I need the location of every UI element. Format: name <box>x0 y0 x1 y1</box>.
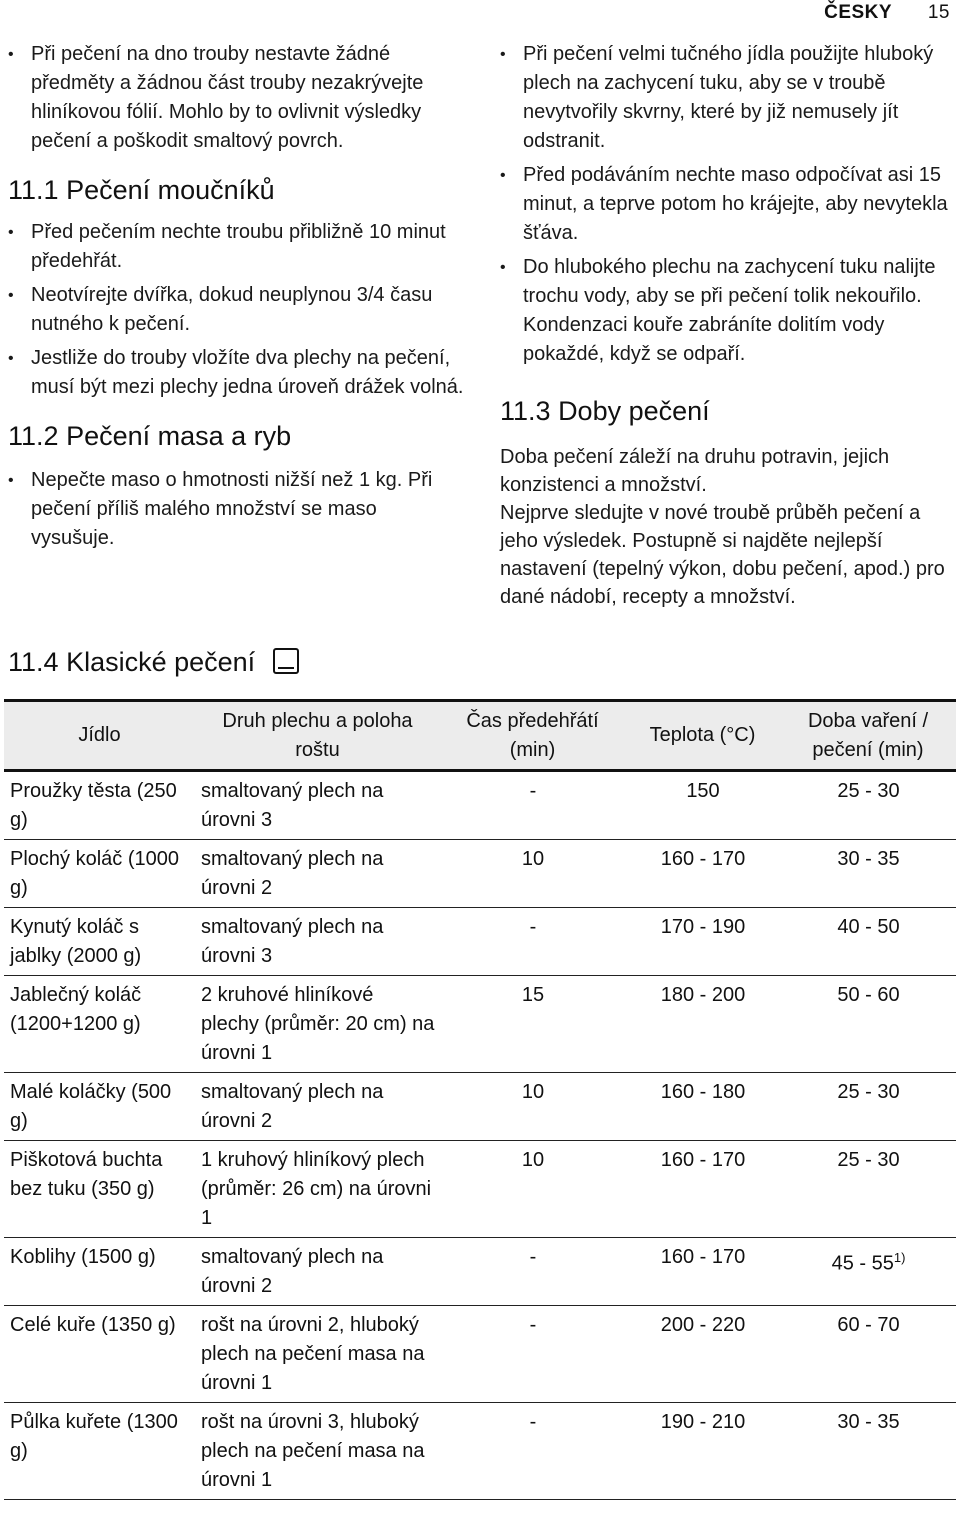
list-item: • Neotvírejte dvířka, dokud neuplynou 3/4 času nutného k pečení. <box>8 281 464 339</box>
table-row <box>4 1238 956 1306</box>
section-title: Pečení moučníků <box>66 175 275 205</box>
section-number: 11.1 <box>8 175 59 205</box>
header-time: Doba vaření / pečení (min) <box>780 701 956 771</box>
section-number: 11.2 <box>8 421 59 451</box>
table-row <box>4 1306 956 1403</box>
cell-time: 25 - 30 <box>780 1073 956 1141</box>
cell-temperature: 180 - 200 <box>625 976 780 1073</box>
intro-list <box>8 40 464 156</box>
list-item: • Před podáváním nechte maso odpočívat asi 15 minut, a teprve potom ho krájejte, aby nevytekla šťáva. <box>500 161 955 248</box>
cell-time: 25 - 30 <box>780 1141 956 1238</box>
cell-tray: smaltovaný plech na úrovni 2 <box>195 1073 440 1141</box>
cell-time: 60 - 70 <box>780 1306 956 1403</box>
cell-tray: smaltovaný plech na úrovni 3 <box>195 908 440 976</box>
list-item: • Při pečení na dno trouby nestavte žádné předměty a žádnou část trouby nezakrývejte hliníkovou fólií. Mohlo by to ovlivnit výsledky pečení a poškodit smaltový povrch. <box>8 40 464 156</box>
cell-food: Koblihy (1500 g) <box>4 1238 195 1306</box>
table-row <box>4 840 956 908</box>
section-heading-11-1 <box>8 172 464 208</box>
cell-temperature: 160 - 180 <box>625 1073 780 1141</box>
left-column <box>8 40 464 558</box>
list-item: • Při pečení velmi tučného jídla použijte hluboký plech na zachycení tuku, aby se v troubě nevytvořily skvrny, které by již nemusely jít odstranit. <box>500 40 955 156</box>
cell-temperature: 160 - 170 <box>625 1141 780 1238</box>
cell-preheat: 10 <box>440 1073 625 1141</box>
list-item: • Jestliže do trouby vložíte dva plechy na pečení, musí být mezi plechy jedna úroveň drážek volná. <box>8 344 464 402</box>
language-label: ČESKY <box>824 2 893 23</box>
cell-preheat: 10 <box>440 1141 625 1238</box>
cell-temperature: 160 - 170 <box>625 840 780 908</box>
cell-food: Piškotová buchta bez tuku (350 g) <box>4 1141 195 1238</box>
table-header-row <box>4 701 956 771</box>
cell-time: 50 - 60 <box>780 976 956 1073</box>
section-title: Klasické pečení <box>66 647 256 677</box>
baking-table <box>4 699 956 1500</box>
cell-temperature: 190 - 210 <box>625 1403 780 1500</box>
cell-tray: smaltovaný plech na úrovni 2 <box>195 1238 440 1306</box>
cell-food: Jablečný koláč (1200+1200 g) <box>4 976 195 1073</box>
oven-conventional-icon <box>273 648 299 674</box>
time-value: 45 - 55 <box>831 1252 894 1275</box>
cell-temperature: 150 <box>625 771 780 840</box>
cell-time: 40 - 50 <box>780 908 956 976</box>
cell-tray: smaltovaný plech na úrovni 2 <box>195 840 440 908</box>
cell-tray: rošt na úrovni 2, hluboký plech na pečení masa na úrovni 1 <box>195 1306 440 1403</box>
cell-food: Malé koláčky (500 g) <box>4 1073 195 1141</box>
cell-tray: 1 kruhový hliníkový plech (průměr: 26 cm) na úrovni 1 <box>195 1141 440 1238</box>
list-item: • Do hlubokého plechu na zachycení tuku nalijte trochu vody, aby se při pečení tolik nekouřilo. Kondenzaci kouře zabráníte dolitím vody pokaždé, když se odpaří. <box>500 253 955 369</box>
cell-preheat: - <box>440 908 625 976</box>
cell-preheat: 15 <box>440 976 625 1073</box>
cell-time: 30 - 35 <box>780 840 956 908</box>
cell-food: Celé kuře (1350 g) <box>4 1306 195 1403</box>
table-row <box>4 1141 956 1238</box>
cell-preheat: - <box>440 771 625 840</box>
cell-tray: 2 kruhové hliníkové plechy (průměr: 20 cm) na úrovni 1 <box>195 976 440 1073</box>
footnote-marker: 1) <box>893 1250 906 1265</box>
cell-tray: rošt na úrovni 3, hluboký plech na pečení masa na úrovni 1 <box>195 1403 440 1500</box>
cell-preheat: - <box>440 1306 625 1403</box>
page-number: 15 <box>927 2 950 23</box>
cell-temperature: 160 - 170 <box>625 1238 780 1306</box>
section-heading-11-2 <box>8 418 464 454</box>
cell-temperature: 200 - 220 <box>625 1306 780 1403</box>
meat-tips-continued-list <box>500 40 955 369</box>
cell-food: Plochý koláč (1000 g) <box>4 840 195 908</box>
list-item: • Nepečte maso o hmotnosti nižší než 1 kg. Při pečení příliš malého množství se maso vysušuje. <box>8 466 464 553</box>
header-food: Jídlo <box>4 701 195 771</box>
table-row <box>4 1403 956 1500</box>
section-number: 11.4 <box>8 647 59 677</box>
cell-temperature: 170 - 190 <box>625 908 780 976</box>
section-heading-11-3 <box>500 393 955 429</box>
section-title: Doby pečení <box>558 396 710 426</box>
section-title: Pečení masa a ryb <box>66 421 292 451</box>
meat-tips-list <box>8 466 464 553</box>
table-row <box>4 1073 956 1141</box>
header-temperature: Teplota (°C) <box>625 701 780 771</box>
paragraph: Nejprve sledujte v nové troubě průběh pečení a jeho výsledek. Postupně si najděte nejlepší nastavení (tepelný výkon, dobu pečení, apod.) pro dané nádobí, recepty a množství. <box>500 502 945 608</box>
list-item: • Před pečením nechte troubu přibližně 10 minut předehřát. <box>8 218 464 276</box>
right-column <box>500 40 955 611</box>
cell-preheat: - <box>440 1238 625 1306</box>
baking-tips-list <box>8 218 464 402</box>
table-row <box>4 771 956 840</box>
page-header <box>824 2 950 24</box>
header-tray: Druh plechu a poloha roštu <box>195 701 440 771</box>
table-row <box>4 976 956 1073</box>
cell-food: Půlka kuřete (1300 g) <box>4 1403 195 1500</box>
header-preheat: Čas předehřátí (min) <box>440 701 625 771</box>
section-heading-11-4 <box>8 644 299 680</box>
cell-preheat: 10 <box>440 840 625 908</box>
cell-time: 30 - 35 <box>780 1403 956 1500</box>
cell-time <box>780 1238 956 1306</box>
table-row <box>4 908 956 976</box>
paragraph: Doba pečení záleží na druhu potravin, jejich konzistenci a množství. <box>500 446 890 496</box>
cell-tray: smaltovaný plech na úrovni 3 <box>195 771 440 840</box>
cell-food: Kynutý koláč s jablky (2000 g) <box>4 908 195 976</box>
cell-preheat: - <box>440 1403 625 1500</box>
section-number: 11.3 <box>500 396 551 426</box>
cell-food: Proužky těsta (250 g) <box>4 771 195 840</box>
cell-time: 25 - 30 <box>780 771 956 840</box>
